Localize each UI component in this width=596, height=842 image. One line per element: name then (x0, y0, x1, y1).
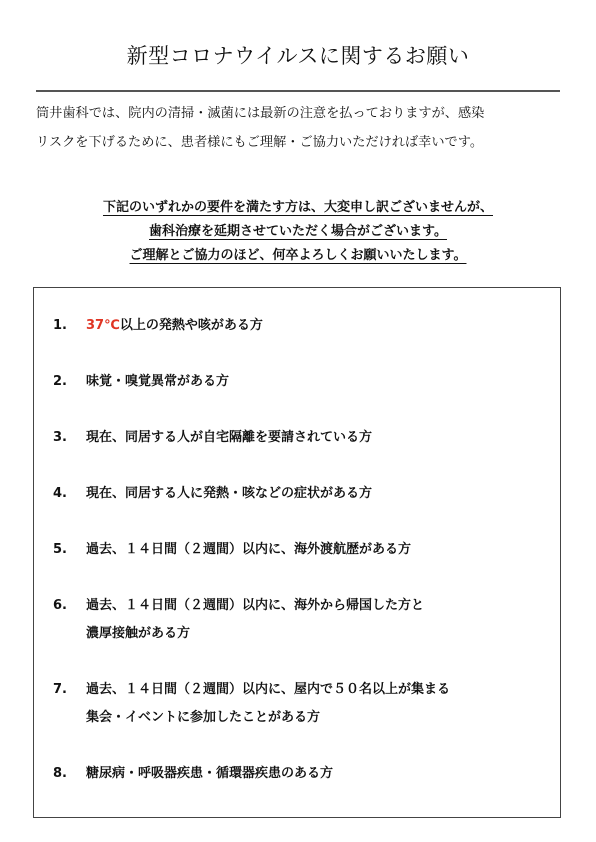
page-title: 新型コロナウイルスに関するお願い (126, 44, 470, 68)
item-number: 6. (53, 598, 67, 613)
item-number: 3. (53, 430, 67, 445)
requirement-item (53, 592, 424, 648)
requirement-item (53, 480, 372, 508)
notice-line: ご理解とご協力のほど、何卒よろしくお願いいたします。 (129, 248, 467, 263)
requirement-item (53, 424, 372, 452)
requirement-item (53, 536, 411, 564)
intro-paragraph (36, 99, 566, 157)
requirement-item (53, 312, 263, 340)
notice-line: 歯科治療を延期させていただく場合がございます。 (149, 224, 447, 239)
requirement-item (53, 368, 229, 396)
intro-line: 筒井歯科では、院内の清掃・滅菌には最新の注意を払っておりますが、感染 (36, 106, 485, 121)
intro-line: リスクを下げるために、患者様にもご理解・ご協力いただければ幸いです。 (36, 135, 484, 150)
item-text-continued: 集会・イベントに参加したことがある方 (86, 710, 321, 725)
item-text: 糖尿病・呼吸器疾患・循環器疾患のある方 (86, 766, 334, 781)
item-text: 過去、１４日間（２週間）以内に、海外から帰国した方と (86, 598, 425, 613)
item-text: 味覚・嗅覚異常がある方 (86, 374, 230, 389)
title-divider (36, 90, 560, 92)
notice-paragraph (0, 196, 596, 268)
item-number: 8. (53, 766, 67, 781)
item-text: 過去、１４日間（２週間）以内に、屋内で５０名以上が集まる (86, 682, 451, 697)
requirement-item (53, 760, 333, 788)
item-text-continued: 濃厚接触がある方 (86, 626, 191, 641)
item-text: 現在、同居する人が自宅隔離を要請されている方 (86, 430, 373, 445)
item-text: 以上の発熱や咳がある方 (119, 318, 263, 333)
item-text: 現在、同居する人に発熱・咳などの症状がある方 (86, 486, 373, 501)
notice-line: 下記のいずれかの要件を満たす方は、大変申し訳ございませんが、 (102, 200, 493, 215)
item-number: 2. (53, 374, 67, 389)
item-number: 7. (53, 682, 67, 697)
item-text: 過去、１４日間（２週間）以内に、海外渡航歴がある方 (86, 542, 412, 557)
item-number: 1. (53, 318, 67, 333)
item-number: 5. (53, 542, 67, 557)
requirement-item (53, 676, 450, 732)
item-number: 4. (53, 486, 67, 501)
highlight-temperature: 37℃ (86, 318, 120, 333)
